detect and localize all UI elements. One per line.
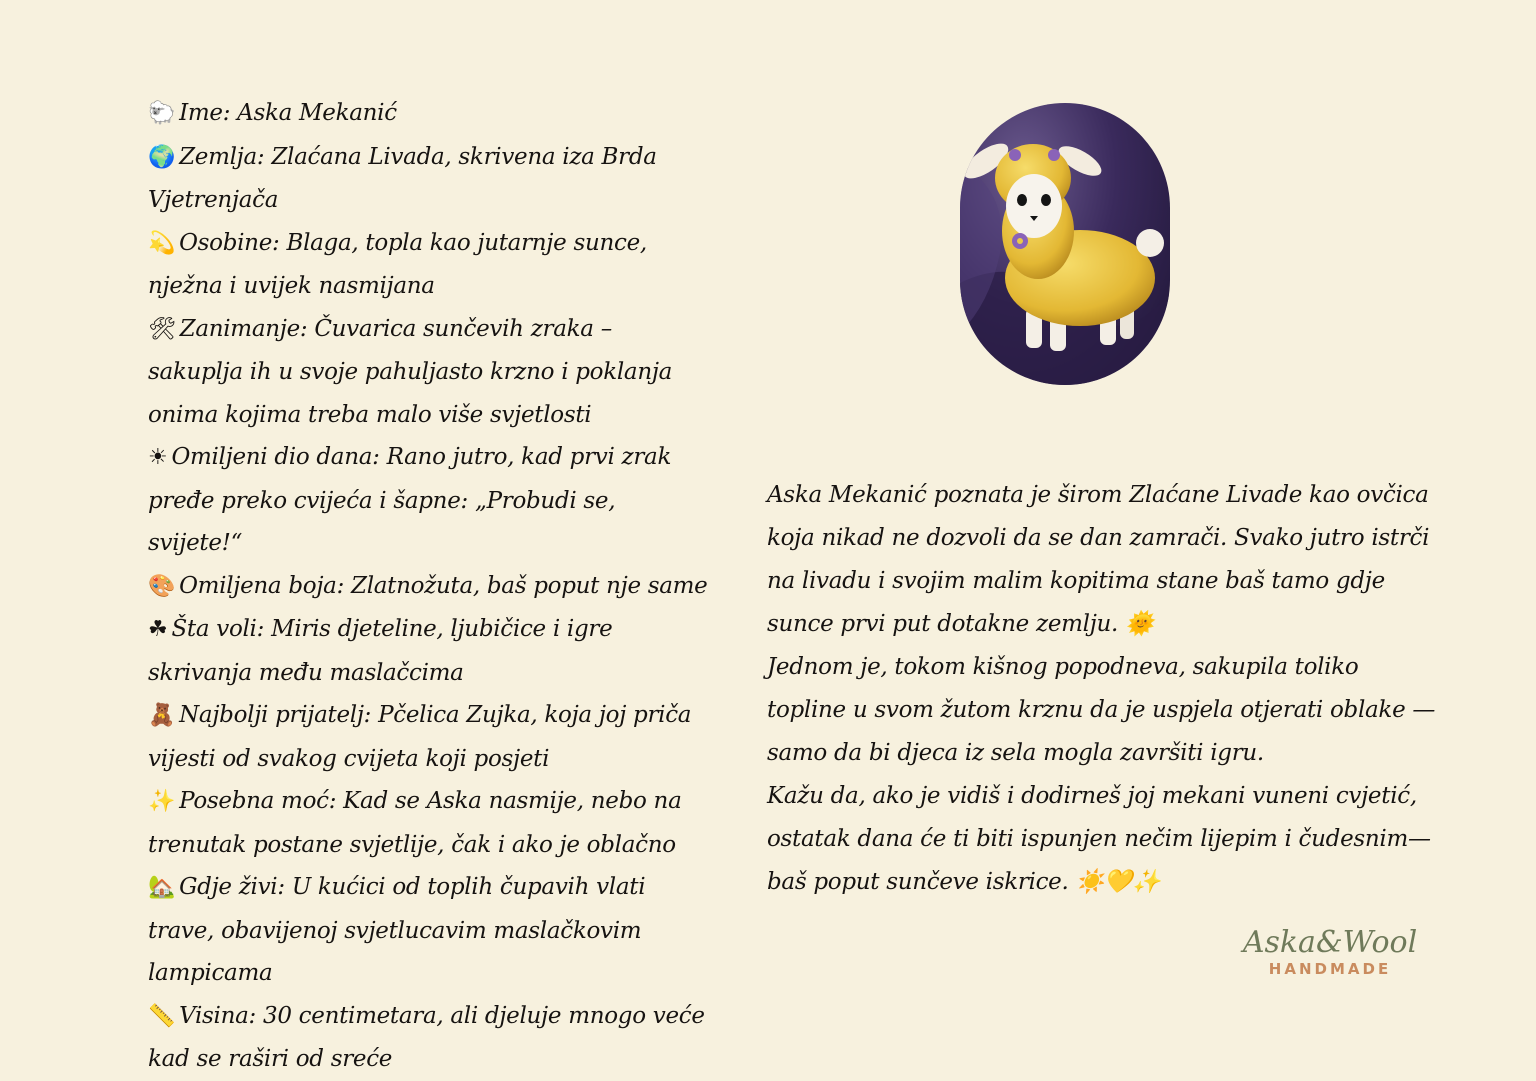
sheep-icon: 🐑 bbox=[148, 101, 176, 126]
sun-icon: ☀ bbox=[148, 445, 168, 470]
profile-text: Zemlja: Zlaćana Livada, skrivena iza Brda Vjetrenjača bbox=[148, 143, 657, 213]
profile-line-land bbox=[148, 136, 708, 222]
dizzy-star-icon: 💫 bbox=[148, 230, 176, 256]
profile-text: Osobine: Blaga, topla kao jutarnje sunce, nježna i uvijek nasmijana bbox=[148, 229, 647, 299]
profile-list bbox=[148, 92, 708, 1081]
brand-logo-subtitle: HANDMADE bbox=[1268, 960, 1392, 978]
palette-icon: 🎨 bbox=[148, 573, 176, 599]
profile-text: Najbolji prijatelj: Pčelica Zujka, koja joj priča vijesti od svakog cvijeta koji posjeti bbox=[148, 702, 692, 772]
profile-line-height bbox=[148, 995, 708, 1081]
sparkles-icon: ✨ bbox=[148, 789, 176, 814]
profile-line-power bbox=[148, 780, 708, 866]
profile-line-daytime bbox=[148, 436, 708, 565]
profile-line-friend bbox=[148, 694, 708, 780]
profile-line-occupation bbox=[148, 308, 708, 437]
sheep-toy-illustration bbox=[960, 103, 1170, 385]
profile-text: Gdje živi: U kućici od toplih čupavih vlati trave, obavijenoj svjetlucavim maslačkovim lampicama bbox=[148, 874, 646, 986]
brand-logo bbox=[1230, 926, 1430, 978]
profile-line-name bbox=[148, 92, 708, 136]
sheep-toy-photo bbox=[960, 103, 1170, 385]
profile-text: Posebna moć: Kad se Aska nasmije, nebo na trenutak postane svjetlije, čak i ako je oblačno bbox=[148, 788, 682, 858]
profile-text: Šta voli: Miris djeteline, ljubičice i igre skrivanja među maslačcima bbox=[148, 616, 613, 686]
profile-line-traits bbox=[148, 222, 708, 308]
profile-text: Omiljena boja: Zlatnožuta, baš poput nje same bbox=[179, 572, 708, 599]
profile-text: Ime: Aska Mekanić bbox=[179, 100, 397, 126]
profile-text: Visina: 30 centimetara, ali djeluje mnogo veće kad se raširi od sreće bbox=[148, 1002, 705, 1072]
story-paragraph: Jednom je, tokom kišnog popodneva, sakupila toliko topline u svom žutom krznu da je uspjela otjerati oblake — samo da bi djeca iz sela mogla završiti igru. bbox=[767, 654, 1436, 766]
shamrock-icon: ☘ bbox=[148, 617, 168, 642]
profile-text: Zanimanje: Čuvarica sunčevih zraka – sakuplja ih u svoje pahuljasto krzno i poklanja onima kojima treba malo više svjetlosti bbox=[148, 315, 673, 428]
story-paragraph: Kažu da, ako je vidiš i dodirneš joj mekani vuneni cvjetić, ostatak dana će ti biti ispunjen nečim lijepim i čudesnim—baš poput sunčeve iskrice. ☀️💛✨ bbox=[767, 783, 1431, 895]
profile-line-color bbox=[148, 565, 708, 609]
teddy-bear-icon: 🧸 bbox=[148, 703, 176, 728]
house-garden-icon: 🏡 bbox=[148, 875, 176, 900]
ruler-icon: 📏 bbox=[148, 1003, 176, 1029]
tools-icon: 🛠 bbox=[148, 316, 176, 342]
profile-line-likes bbox=[148, 608, 708, 694]
story-paragraph: Aska Mekanić poznata je širom Zlaćane Livade kao ovčica koja nikad ne dozvoli da se dan zamrači. Svako jutro istrči na livadu i svojim malim kopitima stane baš tamo gdje sunce prvi put dotakne zemlju. 🌞 bbox=[767, 482, 1430, 637]
globe-icon: 🌍 bbox=[148, 144, 176, 170]
story-text bbox=[767, 474, 1437, 904]
profile-text: Omiljeni dio dana: Rano jutro, kad prvi zrak pređe preko cvijeća i šapne: „Probudi se, svijete!“ bbox=[148, 444, 672, 556]
brand-logo-script: Aska&Wool bbox=[1242, 925, 1418, 960]
profile-line-home bbox=[148, 866, 708, 995]
